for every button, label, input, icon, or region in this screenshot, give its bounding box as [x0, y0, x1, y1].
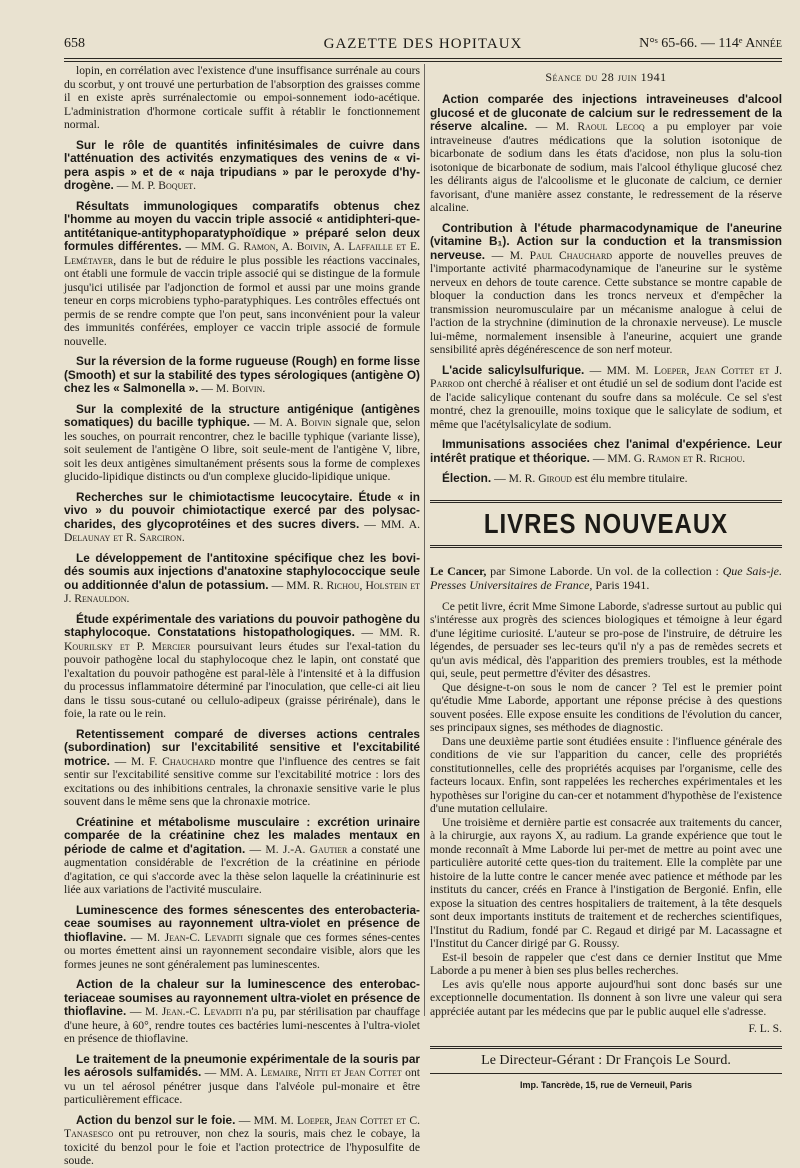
- item-title: Le traitement de la pneumonie expérimentale de la souris par les aérosols sulfamidés.: [64, 1051, 420, 1079]
- item-authors: — MM. G. Ramon et R. Richou.: [592, 451, 746, 465]
- book-year: Paris 1941.: [595, 577, 650, 592]
- item-text: a pu employer par voie intraveineuse d'autres médications que la solution isotonique de bicarbonate de sodium dans les états d'acidose, non plus la solu-tion isotonique de bicarbonate de sodium, mais l'alcool éthylique glucosé chez les délirants aigus de l'alcoolisme et le gluconate de calcium, ce dernier favorisant, d'une manière assez constante, le redressement de la réserve alcaline.: [430, 120, 782, 214]
- item-authors: — MM. A. Delaunay et R. Sarciron.: [64, 517, 420, 544]
- item-text: ont cherché à réaliser et ont étudié un sel de sodium dont l'acide est de l'acide salicylique contenant du soufre dans sa molécule. Ce sel s'est montré, chez la grenouille, moins toxique que le salicylate de sodium, et même que l'acétylsalicylate de sodium.: [430, 377, 782, 431]
- summary-item: [430, 222, 782, 357]
- item-title: Sur le rôle de quantités infinitésimales de cuivre dans l'atténuation des activités enzymatiques des venins de « vi-pera aspis » et de « naja tripudians » par le peroxyde d'hy-drogène.: [64, 137, 420, 192]
- item-authors: — M. R. Giroud: [494, 472, 572, 485]
- left-items-list: [64, 64, 420, 1168]
- item-text: apporte de nouvelles preuves de l'importante activité pharmacodynamique de l'aneurine sur le système nerveux en dehors de toute carence. Cette substance se montre capable de bloquer la conduction dans les troncs nerveux et d'empêcher la transmission neuromusculaire par un mécanisme analogue à celui de l'action de la strychnine (diminution de la chronaxie nerveuse). Le muscle lui-même, normalement insensible à l'aneurine, acquiert une grande sensibilité après dégénérescence de son nerf moteur.: [430, 248, 782, 356]
- review-paragraph: Ce petit livre, écrit Mme Simone Laborde, s'adresse surtout au public qui s'intéresse aux progrès des sciences biologiques et témoigne à leur égard d'une légitime curiosité. L'auteur se pro-pose de l'instruire, de détruire les légendes, de persuader ses lec-teurs qu'il n'y a pas de remèdes secrets et qu'un avis médical, dès l'apparition des premiers troubles, est la méthode qui, seule, peut permettre d'éviter des désastres.: [430, 599, 782, 680]
- item-authors: — M. F. Chauchard: [114, 754, 216, 768]
- review-paragraph: Que désigne-t-on sous le nom de cancer ? Tel est le premier point qu'étudie Mme Laborde, apportant une réponse précise à des questions souvent posées. Elle expose ensuite les conditions de l'évolution du cancer, ses principaux signes, ses méthodes de diagnostic.: [430, 680, 782, 734]
- summary-item: [64, 139, 420, 193]
- header-rule-thin: [64, 61, 782, 62]
- summary-item: [430, 93, 782, 215]
- director-line: Le Directeur-Gérant : Dr François Le Sourd.: [430, 1046, 782, 1074]
- item-title: Le développement de l'antitoxine spécifique chez les bovi-dés soumis aux injections d'anatoxine staphylococcique seule ou additionnée d'alun de potassium.: [64, 550, 420, 592]
- item-text: montre que l'influence des centres se fait sentir sur l'excitabilité sensitive comme sur l'excitabilité motrice : lors des excitations ou des inhibitions centrales, la chronaxie sensitive varie le plus souvent dans le même sens que la chronaxie motrice.: [64, 754, 420, 808]
- seance-heading: Séance du 28 juin 1941: [545, 70, 667, 84]
- item-title: Sur la complexité de la structure antigénique (antigènes somatiques) du bacille typhique.: [64, 401, 420, 429]
- book-collection: Que Sais-je. Presses Universitaires de France,: [430, 563, 782, 592]
- item-authors: — M. J.-A. Gautier: [249, 842, 348, 856]
- journal-title: GAZETTE DES HOPITAUX: [323, 36, 523, 52]
- item-text: n'a pu, par stérilisation par chauffage d'une heure, à 60°, rendre toutes ces bactéries lumi-nescentes à l'ultra-violet en présence de thioflavine.: [64, 1005, 420, 1045]
- item-authors: — M. Boivin.: [201, 382, 266, 395]
- item-authors: — M. Jean.-C. Levaditi: [129, 1005, 243, 1018]
- item-authors: — MM. M. Loeper, Jean Cottet et J. Parrod: [430, 363, 782, 390]
- book-byline: par Simone Laborde. Un vol. de la collection :: [490, 563, 719, 578]
- item-title: Action du benzol sur le foie.: [76, 1112, 236, 1127]
- item-title: Action de la chaleur sur la luminescence des enterobac-teriaceae soumises au rayonnement ultra-violet en présence de thioflavine.: [64, 977, 421, 1018]
- item-authors: — MM. R. Richou, Holstein et J. Renauldon.: [64, 578, 420, 605]
- column-divider: [424, 64, 425, 1016]
- item-title: L'acide salicylsulfurique.: [442, 362, 585, 377]
- issue-number: N°ˢ 65-66. — 114ᵉ Année: [639, 36, 782, 51]
- item-text: lopin, en corrélation avec l'existence d'une insuffisance surrénale au cours du scorbut, y ont trouvé une perturbation de l'absorption des graisses comme il en existe après surrénalectomie ou empoi-sonnement iodo-acétique. L'administration d'hormone corticale suffit à rétablir le fonctionnement normal.: [64, 64, 420, 131]
- item-title: Résultats immunologiques comparatifs obtenus chez l'homme au moyen du vaccin triple associé « antidiphteri-que-antitétanique-antityphoparatyphoïdique » préparé selon deux formules différentes.: [64, 198, 420, 253]
- book-heading: [430, 564, 782, 592]
- item-text: dans le but de réduire le plus possible les réactions vaccinales, ont établi une formule de vaccin triple associé qui se distingue de la formule jusqu'ici utilisée par l'adjonction de formol et aussi par une moins grande teneur en corps microbiens typho-paratyphiques. Les contrôles effectués ont permis de se rendre compte que l'on peut, sans inconvénient pour la valeur des immunités conférées, employer ce vaccin triple associé de formule nouvelle.: [64, 253, 420, 348]
- item-title: Retentissement comparé de diverses actions centrales (subordination) sur l'excitabilité sensitive et l'excitabilité motrice.: [64, 726, 420, 768]
- header-rule: [64, 58, 782, 59]
- item-title: Sur la réversion de la forme rugueuse (Rough) en forme lisse (Smooth) et sur la stabilité des types sérologiques (antigène O) chez les « Salmonella ».: [64, 354, 420, 395]
- livres-nouveaux-title: LIVRES NOUVEAUX: [483, 508, 729, 540]
- summary-item: [64, 200, 420, 349]
- summary-item: [64, 1053, 420, 1107]
- summary-item: [64, 728, 420, 809]
- review-paragraph: Dans une deuxième partie sont étudiées ensuite : l'influence générale des conditions de vie sur l'apparition du cancer, celle des propriétés constitutionnelles, celle des propriétés acquises par l'organisme, celle des facteurs locaux. Enfin, sont rappelées les recherches expérimentales et les hypothèses sur l'origine du can-cer et notamment d'hypothèse de l'existence d'une mutation cellulaire.: [430, 734, 782, 815]
- summary-item: [64, 978, 420, 1046]
- item-title: Recherches sur le chimiotactisme leucocytaire. Étude « in vivo » du pouvoir chimiotactique exercé par des polysac-charides, des glycoprotéines et des sucres divers.: [64, 489, 420, 531]
- item-authors: — MM. A. Lemaire, Nitti et Jean Cottet: [204, 1066, 402, 1079]
- book-title: Le Cancer,: [430, 563, 487, 578]
- item-title: Luminescence des formes sénescentes des enterobacteria-ceae soumises au rayonnement ultra-violet en présence de thioflavine.: [64, 902, 420, 944]
- item-title: Immunisations associées chez l'animal d'expérience. Leur intérêt pratique et théorique.: [430, 437, 782, 465]
- page-header: [64, 34, 782, 58]
- summary-item: [64, 403, 420, 484]
- left-column: [64, 64, 421, 1167]
- review-paragraph: Les avis qu'elle nous apporte aujourd'hui sont donc basés sur une exceptionnelle documentation. Ils donnent à son livre une valeur qui sera appréciée autant par les médecins que par le public auquel elle s'adresse.: [430, 977, 782, 1018]
- item-authors: — M. A. Boivin: [253, 416, 332, 429]
- summary-item: [64, 1114, 420, 1168]
- printer-line: Imp. Tancrède, 15, rue de Verneuil, Paris: [520, 1079, 692, 1090]
- item-text: signale que, selon les souches, on pourrait rencontrer, chez le bacille typhique (variante lisse), soit seulement de l'antigène O libre, soit seule-ment de l'antigène V, libre, soit les deux antigènes simultanément présents sous la forme de complexes glucido-lipidique distincts ou d'un complexe glucido-lipidique unique.: [64, 416, 420, 483]
- item-authors: — MM. M. Loeper, Jean Cottet et C. Tanasesco: [64, 1113, 420, 1140]
- item-text: signale que ces formes sénes-centes ou mortes émettent ainsi un rayonnement secondaire visible, alors que les formes jeunes ne sont généralement pas luminescentes.: [64, 930, 420, 971]
- livres-nouveaux-banner: [430, 500, 782, 548]
- item-title: Action comparée des injections intraveineuses d'alcool glucosé et de gluconate de calcium sur le redressement de la réserve alcaline.: [430, 92, 782, 133]
- item-title: Contribution à l'étude pharmacodynamique de l'aneurine (vitamine B₁). Action sur la conduction et la transmission nerveuse.: [430, 220, 782, 262]
- summary-item: [64, 64, 420, 132]
- item-authors: — M. P. Boquet.: [116, 179, 197, 192]
- summary-item: [64, 816, 420, 897]
- summary-item: [64, 355, 420, 396]
- summary-item: [64, 613, 420, 721]
- summary-item: [430, 438, 782, 465]
- item-text: ont vu un tel aérosol pénétrer jusque dans l'alvéole pul-monaire et être particulièrement efficace.: [64, 1066, 420, 1106]
- right-column: [430, 64, 782, 1126]
- review-paragraph: Est-il besoin de rappeler que c'est dans ce dernier Institut que Mme Laborde a pu mener à bien ses plus belles recherches.: [430, 950, 782, 977]
- item-text: poursuivant leurs études sur l'exal-tation du pouvoir pathogène local du staphylocoque chez le lapin, ont constaté que l'exaltation du pouvoir pathogène est paral-lèle à l'intensité et à la diffusion du processus inflammatoire déterminé par l'inoculation, que celle-ci ait lieu dans le tissu sous-cutané ou cellulo-adipeux (graisse périrénale), dans le foie, la rate ou le rein.: [64, 639, 420, 720]
- item-authors: — MM. R. Kourilsky et P. Mercier: [64, 626, 420, 653]
- item-title: Créatinine et métabolisme musculaire : excrétion urinaire comparée de la créatinine chez les malades mentaux en période de calme et d'agitation.: [64, 814, 420, 856]
- summary-item: [64, 552, 420, 606]
- right-items-list: [430, 93, 782, 486]
- item-authors: — M. Paul Chauchard: [491, 248, 613, 262]
- item-text: a constaté une augmentation considérable de l'excrétion de la créatinine en période d'agitation, ce qui s'accorde avec la thèse selon laquelle la créatininurie est liée aux variations de l'activité musculaire.: [64, 842, 421, 896]
- item-authors: — M. Raoul Lecoq: [535, 120, 645, 133]
- item-text: est élu membre titulaire.: [574, 472, 688, 485]
- item-authors: — MM. G. Ramon, A. Boivin, A. Laffaille et E. Lemétayer,: [64, 240, 420, 267]
- item-authors: — M. Jean-C. Levaditi: [130, 930, 243, 944]
- review-paragraph: Une troisième et dernière partie est consacrée aux traitements du cancer, à la chirurgie, aux rayons X, au radium. La grande expérience que tout le monde reconnaît à Mme Laborde lui per-met de mettre au point avec une particulière autorité cette ques-tion du traitement. Elle la complète par une histoire de la lutte contre le cancer menée avec patience et méthode par les instituts du cancer, créés en France à l'instigation de Bergonié. Enfin, elle expose la situation des centres hospitaliers de traitement, à la tête desquels sont deux importants instituts de traitement et de recherches scientifiques, l'Institut du Radium, fondé par C. Regaud et dirigé par M. Lacassagne et l'Institut du Cancer dirigé par G. Roussy.: [430, 815, 782, 950]
- summary-item: [64, 904, 420, 972]
- summary-item: [64, 491, 420, 545]
- review-signature: F. L. S.: [748, 1022, 782, 1035]
- summary-item: [430, 472, 782, 486]
- item-title: Étude expérimentale des variations du pouvoir pathogène du staphylocoque. Constatations histopathologiques.: [64, 611, 420, 639]
- item-title: Élection.: [442, 471, 492, 485]
- item-text: ont pu retrouver, non chez la souris, mais chez le cobaye, la toxicité du benzol pour le foie et l'action protectrice de l'hyposulfite de soude.: [64, 1127, 420, 1167]
- summary-item: [430, 364, 782, 432]
- page-number: 658: [64, 36, 85, 51]
- book-review: [430, 600, 782, 1019]
